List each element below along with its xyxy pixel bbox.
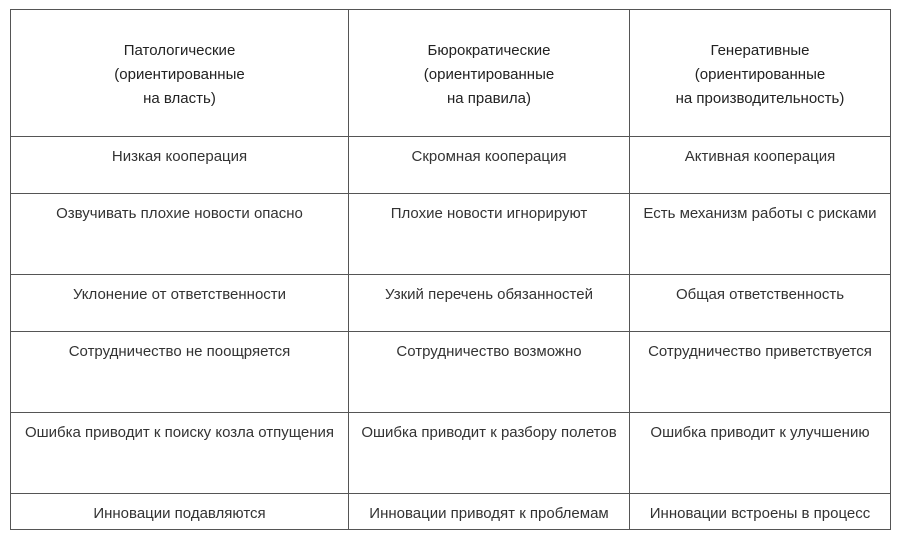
table-header-row xyxy=(11,10,891,137)
table-cell: Активная кооперация xyxy=(630,137,891,194)
header-bureaucratic xyxy=(349,10,630,137)
header-subtitle: (ориентированные xyxy=(423,66,555,83)
table-row xyxy=(11,137,891,194)
table-cell: Инновации приводят к проблемам xyxy=(349,494,630,530)
table-cell: Низкая кооперация xyxy=(11,137,349,194)
table-cell: Сотрудничество возможно xyxy=(349,332,630,413)
table-cell: Есть механизм работы с рисками xyxy=(630,194,891,275)
table-cell: Сотрудничество приветствуется xyxy=(630,332,891,413)
header-title: Патологические xyxy=(123,42,236,59)
table-row xyxy=(11,332,891,413)
table-cell: Озвучивать плохие новости опасно xyxy=(11,194,349,275)
table-cell: Плохие новости игнорируют xyxy=(349,194,630,275)
table-row xyxy=(11,194,891,275)
table-cell: Скромная кооперация xyxy=(349,137,630,194)
header-subtitle: на власть) xyxy=(143,90,216,107)
table-cell: Инновации подавляются xyxy=(11,494,349,530)
header-generative xyxy=(630,10,891,137)
header-pathological xyxy=(11,10,349,137)
header-title: Бюрократические xyxy=(427,42,551,59)
header-subtitle: на правила) xyxy=(446,90,532,107)
table-row xyxy=(11,494,891,530)
table-cell: Общая ответственность xyxy=(630,275,891,332)
table-cell: Ошибка приводит к поиску козла отпущения xyxy=(11,413,349,494)
header-subtitle: (ориентированные xyxy=(694,66,826,83)
table-cell: Сотрудничество не поощряется xyxy=(11,332,349,413)
table-cell: Уклонение от ответственности xyxy=(11,275,349,332)
header-subtitle: (ориентированные xyxy=(114,66,245,83)
table-row xyxy=(11,275,891,332)
culture-comparison-table xyxy=(10,9,891,530)
header-subtitle: на производительность) xyxy=(675,90,845,107)
table-cell: Ошибка приводит к разбору полетов xyxy=(349,413,630,494)
header-title: Генеративные xyxy=(710,42,810,59)
table-row xyxy=(11,413,891,494)
culture-table-container xyxy=(10,9,890,530)
table-cell: Ошибка приводит к улучшению xyxy=(630,413,891,494)
table-cell: Узкий перечень обязанностей xyxy=(349,275,630,332)
table-cell: Инновации встроены в процесс xyxy=(630,494,891,530)
